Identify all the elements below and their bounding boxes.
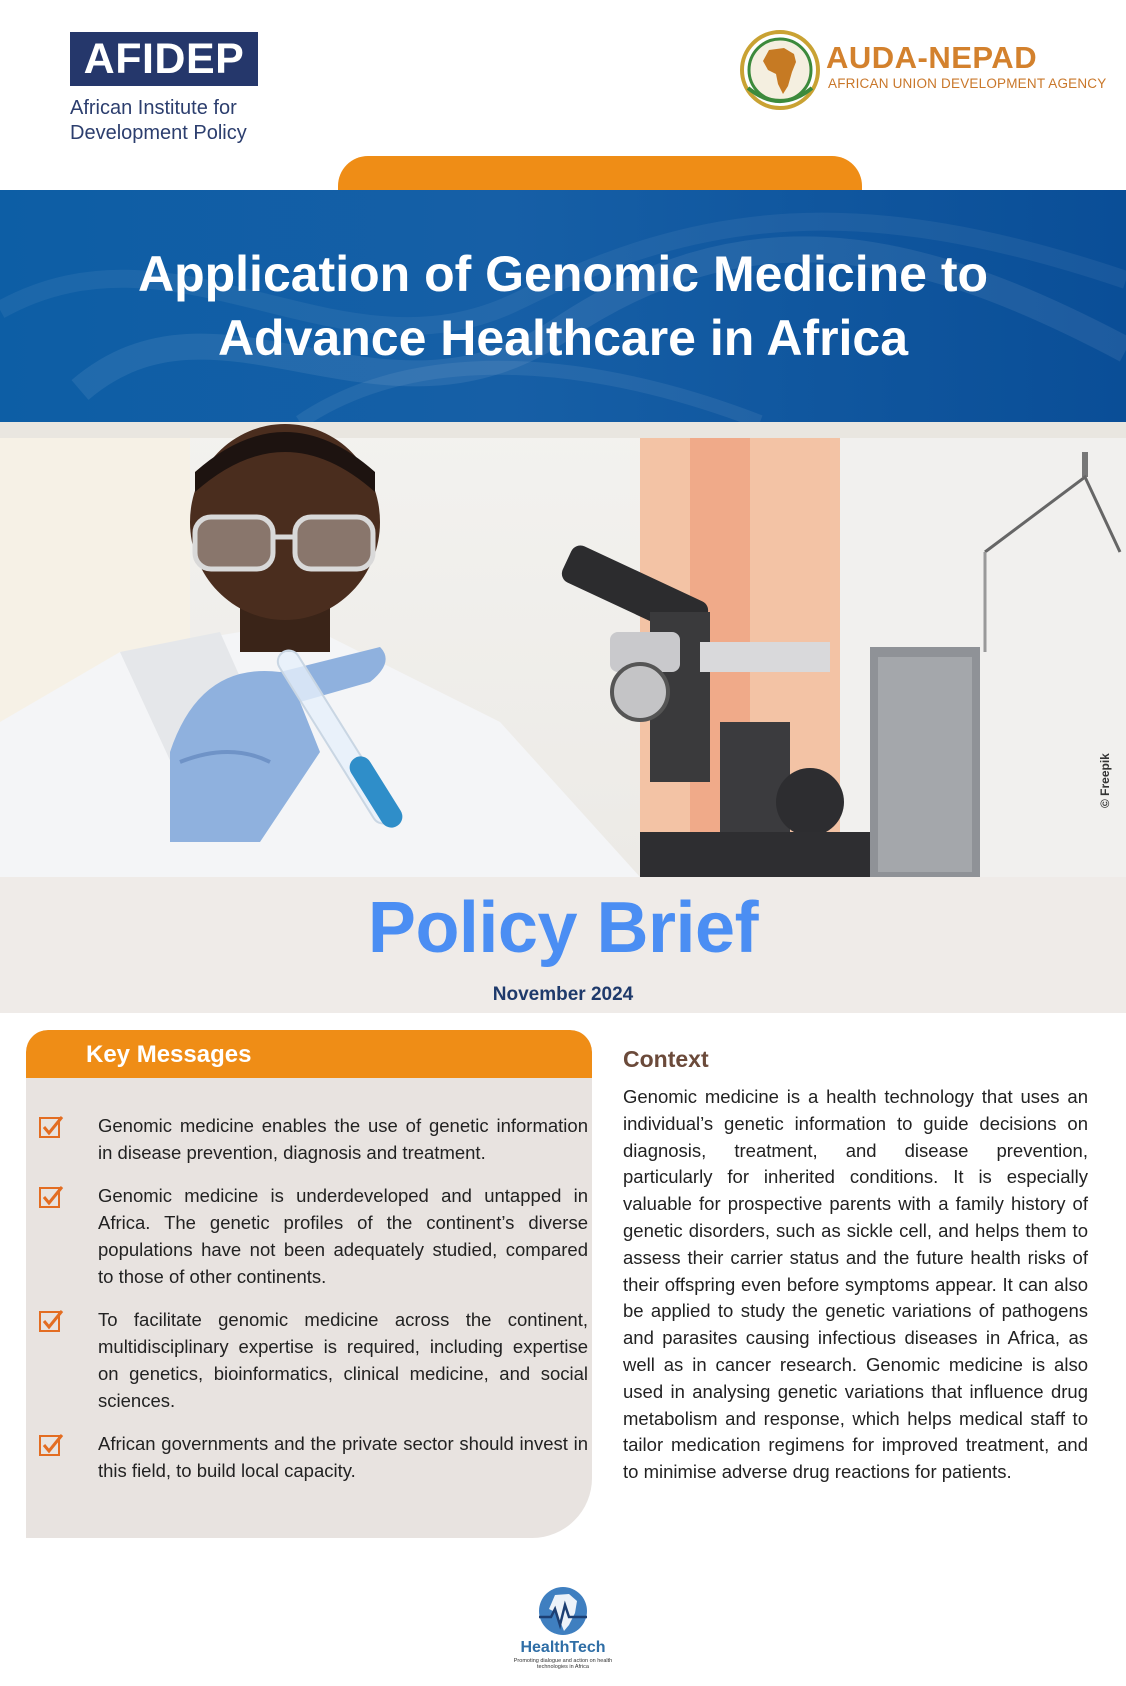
checkbox-check-icon xyxy=(38,1114,64,1140)
auda-nepad-subtitle: AFRICAN UNION DEVELOPMENT AGENCY xyxy=(828,76,1107,91)
checkbox-check-icon xyxy=(38,1432,64,1458)
african-union-emblem-icon xyxy=(736,28,824,112)
key-message-text: African governments and the private sector should invest in this field, to build local capacity. xyxy=(98,1433,588,1481)
healthtech-logo-icon xyxy=(533,1583,593,1639)
checkbox-check-icon xyxy=(38,1308,64,1334)
scientist-with-test-tube-illustration xyxy=(0,422,1126,877)
hero-photo xyxy=(0,422,1126,877)
photo-credit: © Freepik xyxy=(1098,753,1112,808)
afidep-subtitle: African Institute for Development Policy xyxy=(70,97,247,144)
auda-nepad-logo: AUDA-NEPAD xyxy=(826,40,1038,75)
healthtech-logo-text: HealthTech xyxy=(520,1639,606,1656)
key-messages-heading: Key Messages xyxy=(86,1041,252,1068)
context-body: Genomic medicine is a health technology that uses an individual’s genetic information to guide decisions on diagnosis, treatment, and disease prevention, particularly for inherited conditions. It is especially valuable for prospective parents with a family history of genetic disorders, such as sickle cell, and helps them to assess their carrier status and the future health risks of their offspring even before symptoms appear. It can also be applied to study the genetic variations of pathogens and parasites causing infectious diseases in Africa, as well as in cancer research. Genomic medicine is also used in analysing genetic variations that influence drug metabolism and response, which helps medical staff to tailor medication regimens for improved treatment, and to minimise adverse drug reactions for patients. xyxy=(623,1086,1088,1483)
key-message-text: Genomic medicine is underdeveloped and untapped in Africa. The genetic profiles of the continent’s diverse populations have not been adequately studied, compared to those of other continents. xyxy=(98,1185,588,1287)
publication-date: November 2024 xyxy=(492,984,634,1005)
context-heading: Context xyxy=(623,1046,709,1072)
key-message-text: To facilitate genomic medicine across the continent, multidisciplinary expertise is required, including expertise on genetics, bioinformatics, clinical medicine, and social sciences. xyxy=(98,1309,588,1411)
policy-brief-title: Policy Brief xyxy=(367,888,759,968)
healthtech-tagline: Promoting dialogue and action on health technologies in Africa xyxy=(513,1658,613,1670)
key-message-text: Genomic medicine enables the use of genetic information in disease prevention, diagnosis and treatment. xyxy=(98,1115,588,1163)
key-messages-header xyxy=(26,1030,592,1078)
title-line-2: Advance Healthcare in Africa xyxy=(217,310,909,366)
key-messages-panel xyxy=(26,1030,592,1538)
afidep-logo-text: AFIDEP xyxy=(83,34,245,83)
page-title xyxy=(0,242,1126,370)
policy-brief-band xyxy=(0,877,1126,1013)
checkbox-check-icon xyxy=(38,1184,64,1210)
title-line-1: Application of Genomic Medicine to xyxy=(137,246,989,302)
afidep-logo xyxy=(70,32,258,86)
title-banner xyxy=(0,190,1126,422)
